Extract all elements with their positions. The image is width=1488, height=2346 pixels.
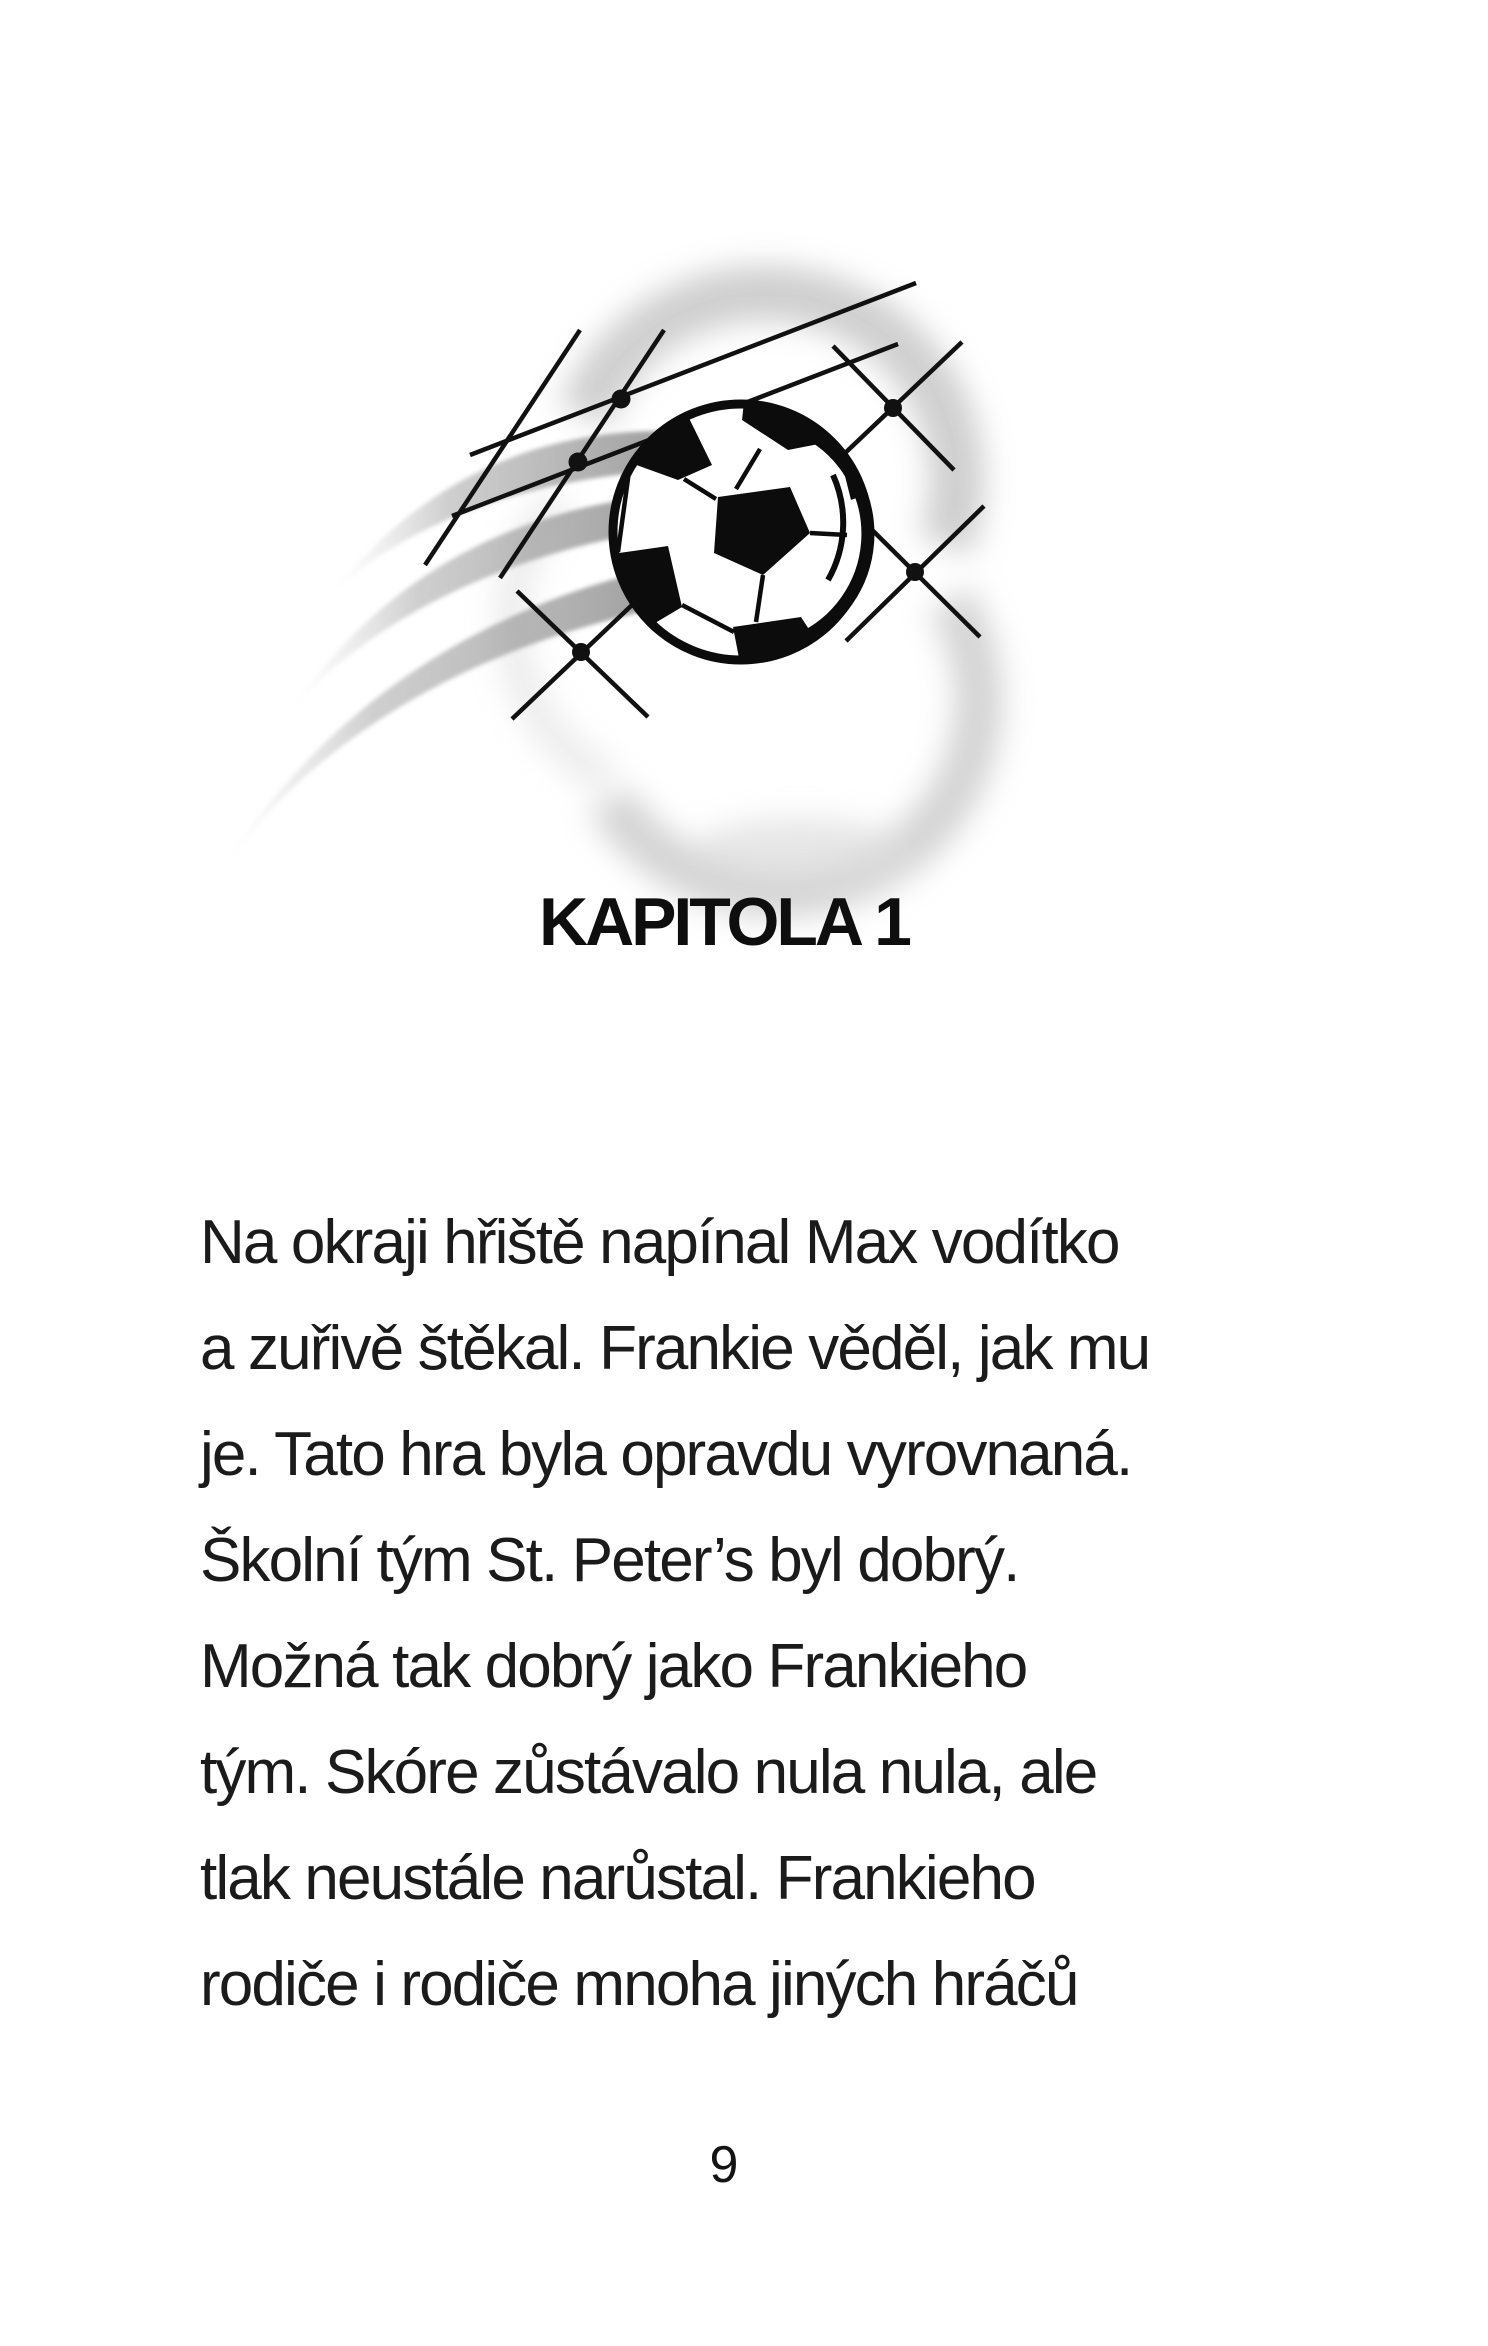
chapter-heading: KAPITOLA 1 [539,884,909,960]
soccer-ball-illustration [140,270,1020,900]
text-line: tým. Skóre zůstávalo nula nula, ale [200,1738,1097,1807]
text-line: je. Tato hra byla opravdu vyrovnaná. [200,1420,1132,1489]
page-number: 9 [709,2136,739,2194]
text-line: Možná tak dobrý jako Frankieho [200,1632,1027,1701]
text-line: a zuřivě štěkal. Frankie věděl, jak mu [200,1314,1150,1383]
text-line: tlak neustále narůstal. Frankieho [200,1844,1035,1913]
text-line: Školní tým St. Peter’s byl dobrý. [200,1526,1019,1595]
text-line: Na okraji hřiště napínal Max vodítko [200,1208,1119,1277]
body-paragraph [200,1190,1320,2038]
text-line: rodiče i rodiče mnoha jiných hráčů [200,1950,1078,2019]
